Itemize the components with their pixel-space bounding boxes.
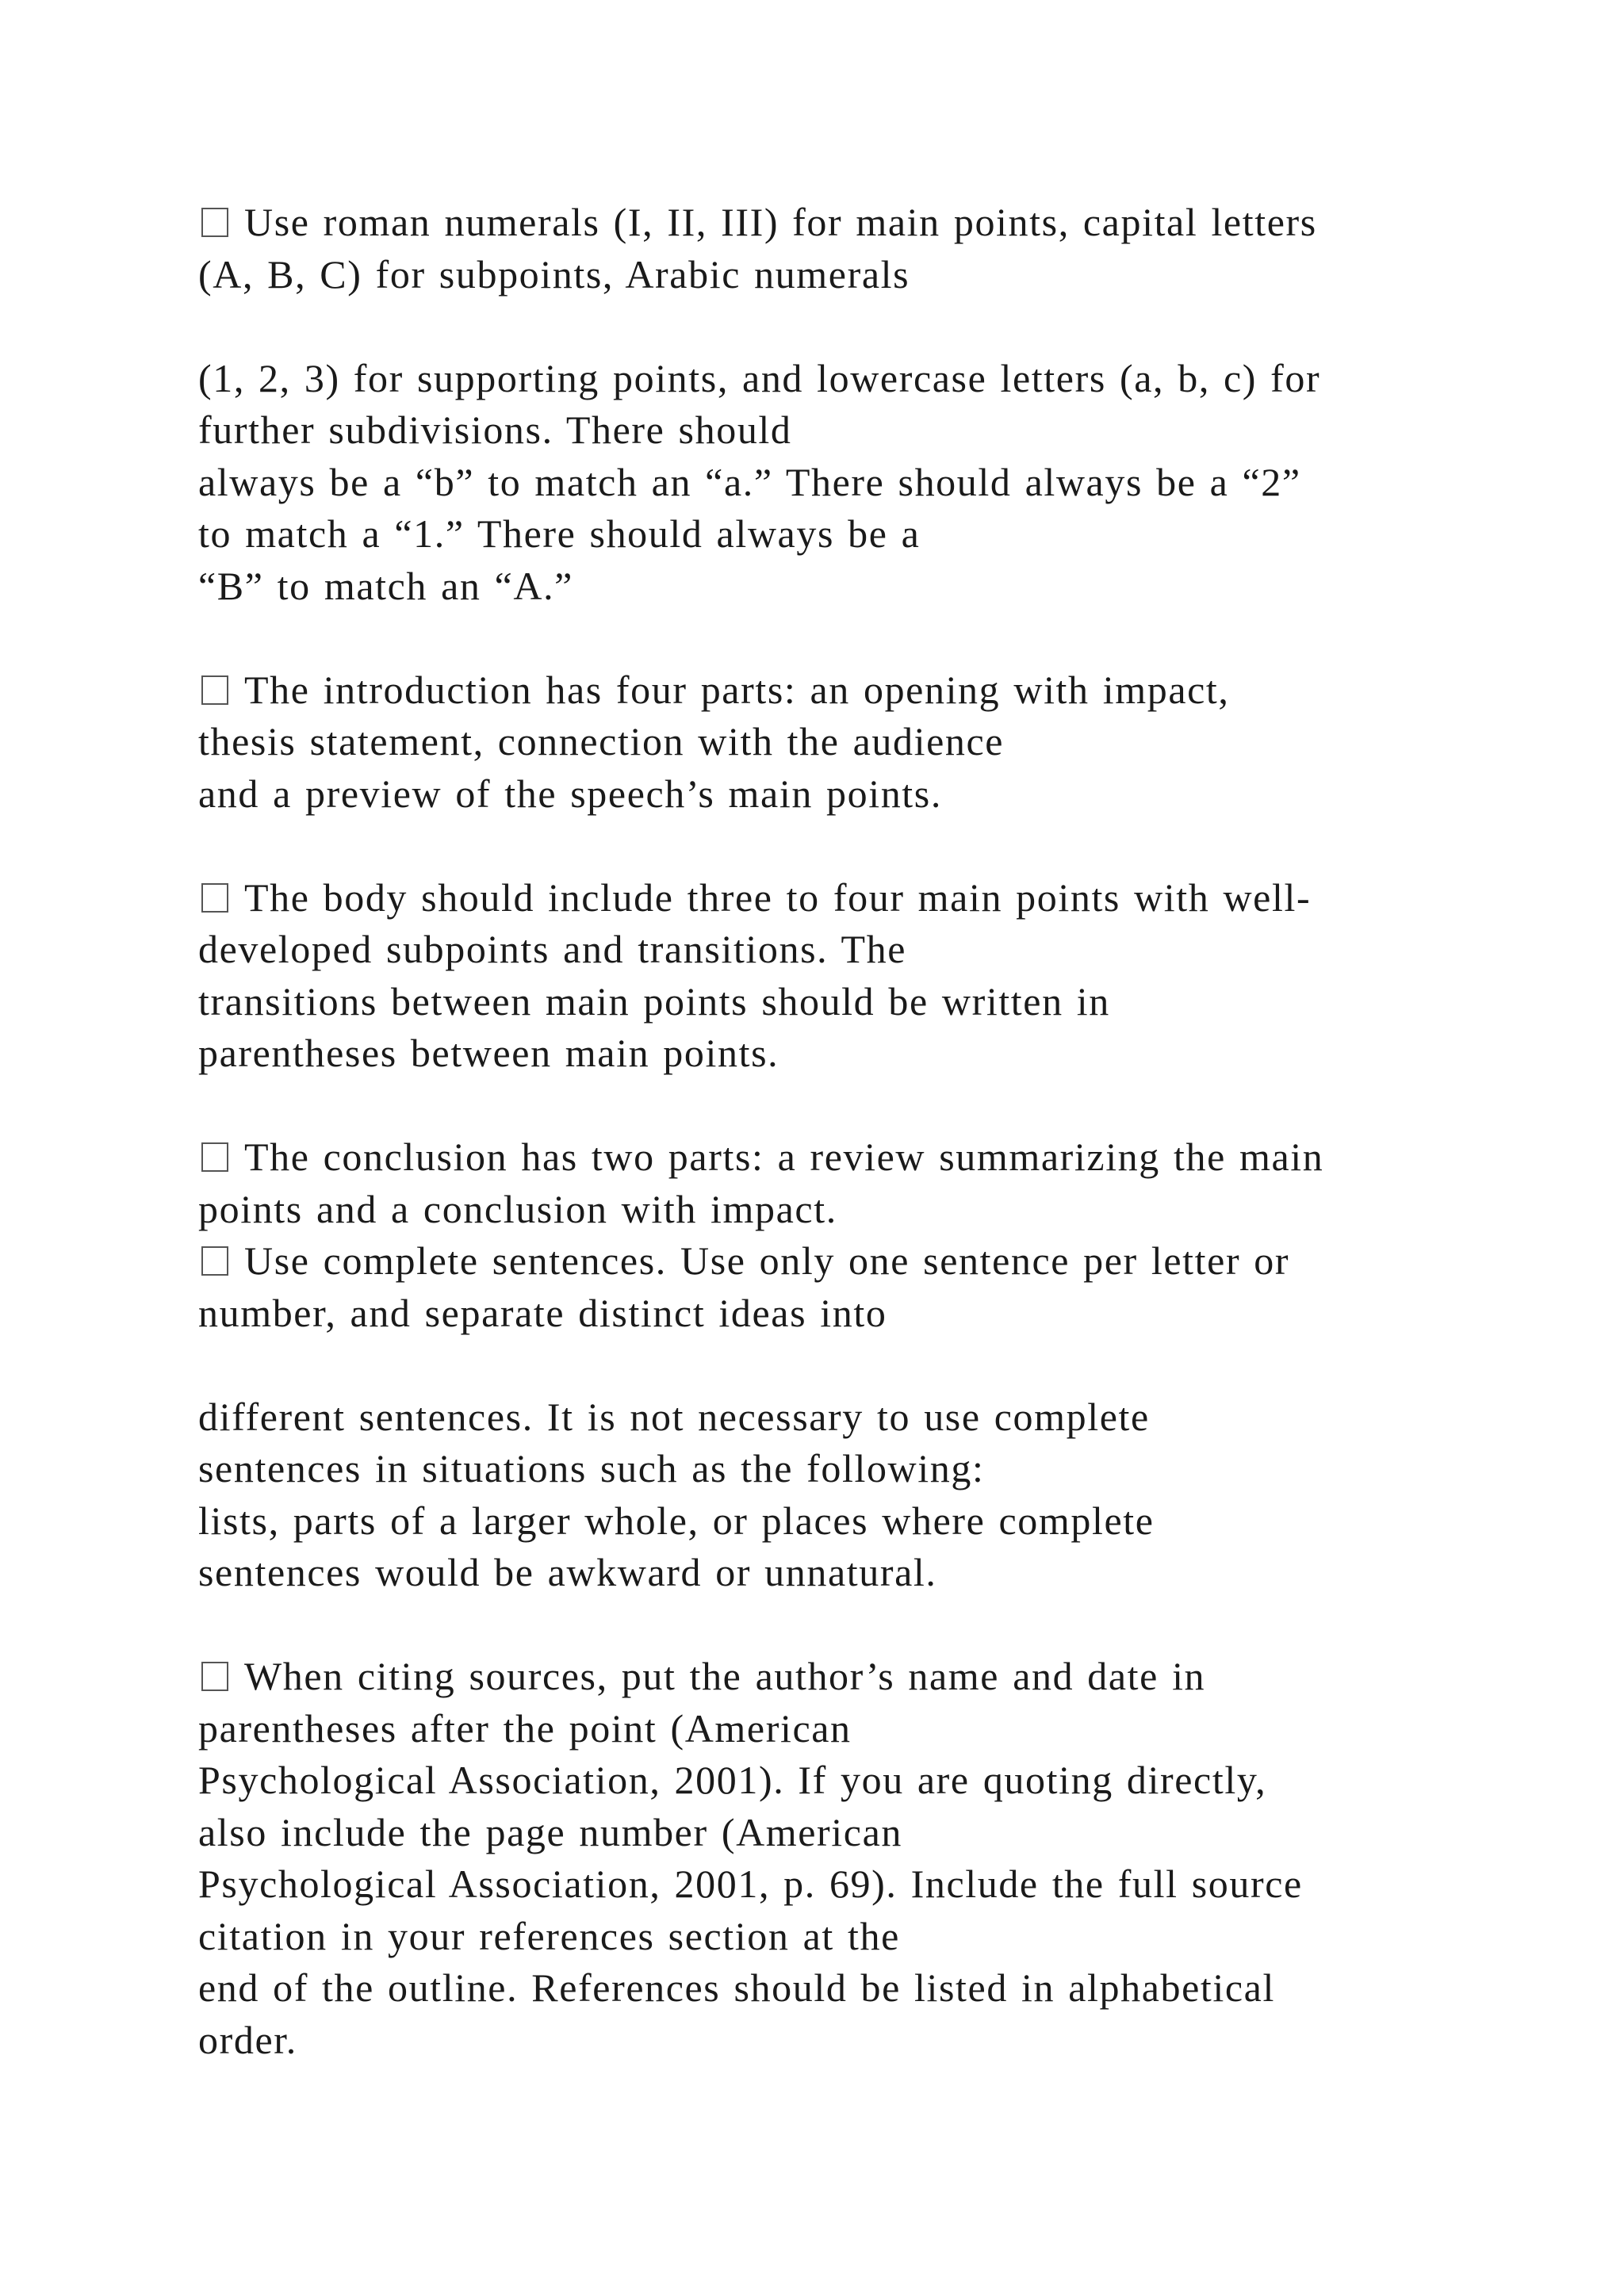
line-text: Psychological Association, 2001). If you are quoting directly, [198,1758,1267,1802]
text-line [198,1755,1594,1807]
text-line [198,1651,1594,1703]
text-line [198,1495,1594,1548]
bullet-glyph-icon [201,208,228,237]
blank-line [198,300,1594,353]
text-line [198,872,1594,924]
line-text: sentences would be awkward or unnatural. [198,1550,937,1594]
text-line [198,1288,1594,1340]
text-line [198,1184,1594,1236]
bullet-glyph-icon [201,675,228,705]
bullet-glyph-icon [201,1142,228,1172]
text-line [198,249,1594,301]
text-line [198,508,1594,561]
text-line [198,1443,1594,1495]
line-text: further subdivisions. There should [198,408,792,452]
line-text: transitions between main points should be written in [198,978,1110,1024]
text-line [198,457,1594,509]
line-text: and a preview of the speech’s main points. [198,771,942,816]
text-line [198,1858,1594,1911]
text-line [198,976,1594,1028]
line-text: parentheses after the point (American [198,1705,852,1751]
line-text: also include the page number (American [198,1809,902,1854]
blank-line [198,1080,1594,1132]
line-text: “B” to match an “A.” [198,563,573,608]
text-line [198,1911,1594,1963]
line-text: (A, B, C) for subpoints, Arabic numerals [198,251,910,297]
line-text: order. [198,2017,297,2062]
line-text: The introduction has four parts: an opening with impact, [244,667,1230,712]
blank-line [198,820,1594,872]
line-text: different sentences. It is not necessary to use complete [198,1394,1150,1439]
text-line [198,1703,1594,1755]
line-text: sentences in situations such as the following: [198,1446,985,1490]
line-text: Psychological Association, 2001, p. 69). Include the full source [198,1862,1303,1906]
text-line [198,1131,1594,1184]
line-text: developed subpoints and transitions. The [198,927,907,971]
text-line [198,1807,1594,1859]
line-text: parentheses between main points. [198,1031,779,1075]
text-line [198,1547,1594,1599]
text-line [198,404,1594,457]
bullet-glyph-icon [201,883,228,913]
line-text: (1, 2, 3) for supporting points, and lowercase letters (a, b, c) for [198,355,1321,400]
blank-line [198,1339,1594,1391]
text-line [198,1027,1594,1080]
text-line [198,924,1594,976]
line-text: When citing sources, put the author’s name and date in [244,1654,1206,1698]
text-line [198,1235,1594,1288]
line-text: always be a “b” to match an “a.” There should always be a “2” [198,459,1301,504]
line-text: Use complete sentences. Use only one sentence per letter or [244,1238,1290,1283]
text-line [198,768,1594,821]
text-line [198,2015,1594,2067]
blank-line [198,1599,1594,1651]
text-line [198,353,1594,405]
line-text: number, and separate distinct ideas into [198,1290,887,1335]
line-text: to match a “1.” There should always be a [198,511,921,556]
line-text: lists, parts of a larger whole, or places where complete [198,1498,1155,1543]
text-line [198,197,1594,249]
document-body [198,197,1594,2066]
line-text: points and a conclusion with impact. [198,1186,837,1231]
line-text: end of the outline. References should be listed in alphabetical [198,1965,1275,2010]
blank-line [198,612,1594,664]
line-text: The conclusion has two parts: a review summarizing the main [244,1135,1324,1179]
text-line [198,716,1594,768]
bullet-glyph-icon [201,1662,228,1691]
line-text: citation in your references section at the [198,1913,900,1958]
text-line [198,664,1594,717]
bullet-glyph-icon [201,1246,228,1276]
line-text: The body should include three to four main points with well- [244,874,1312,920]
text-line [198,1962,1594,2015]
text-line [198,1391,1594,1444]
text-line [198,561,1594,613]
line-text: thesis statement, connection with the audience [198,719,1005,763]
line-text: Use roman numerals (I, II, III) for main points, capital letters [244,200,1317,244]
